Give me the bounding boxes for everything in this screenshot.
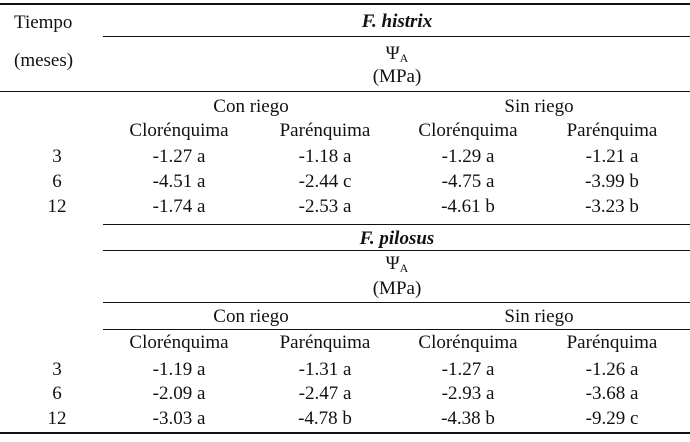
table-cell: -3.99 b	[585, 171, 639, 192]
table-cell: -1.29 a	[441, 146, 495, 167]
table-cell: -3.23 b	[585, 196, 639, 217]
table-cell: -1.26 a	[585, 359, 639, 380]
species-title: F. histrix	[361, 11, 433, 32]
group-irrigated: Con riego	[213, 96, 289, 117]
subheader-2-rule	[103, 329, 690, 330]
table-top-rule	[0, 3, 690, 5]
psi-symbol: $\Psi_A$	[385, 43, 409, 65]
species-2-underline	[103, 250, 690, 251]
table-cell: -1.18 a	[298, 146, 352, 167]
row-month: 6	[52, 383, 62, 404]
table-cell: -1.21 a	[585, 146, 639, 167]
species-1-underline	[103, 36, 690, 37]
table-bottom-rule	[0, 432, 690, 434]
species-2-top-rule	[103, 224, 690, 225]
table-cell: -4.38 b	[441, 408, 495, 429]
table-cell: -2.47 a	[298, 383, 352, 404]
column-header: Parénquima	[279, 332, 371, 353]
months-label: (meses)	[14, 50, 74, 71]
header-2-rule	[103, 302, 690, 303]
table-cell: -4.51 a	[152, 171, 206, 192]
group-irrigated: Con riego	[213, 306, 289, 327]
table-cell: -1.31 a	[298, 359, 352, 380]
column-header: Clorénquima	[418, 332, 518, 353]
table-cell: -1.74 a	[152, 196, 206, 217]
row-month: 3	[52, 146, 62, 167]
table-cell: -1.19 a	[152, 359, 206, 380]
table-cell: -4.75 a	[441, 171, 495, 192]
table-cell: -2.93 a	[441, 383, 495, 404]
column-header: Parénquima	[279, 120, 371, 141]
row-month: 3	[52, 359, 62, 380]
row-month: 12	[47, 196, 67, 217]
table-cell: -4.61 b	[441, 196, 495, 217]
table-cell: -9.29 c	[585, 408, 639, 429]
table-cell: -2.53 a	[298, 196, 352, 217]
column-header: Clorénquima	[418, 120, 518, 141]
group-not-irrigated: Sin riego	[504, 96, 574, 117]
unit-label: (MPa)	[372, 66, 422, 87]
group-not-irrigated: Sin riego	[504, 306, 574, 327]
time-label: Tiempo	[14, 12, 73, 33]
table-cell: -4.78 b	[298, 408, 352, 429]
table-cell: -2.09 a	[152, 383, 206, 404]
table-cell: -1.27 a	[441, 359, 495, 380]
row-month: 12	[47, 408, 67, 429]
table-cell: -2.44 c	[298, 171, 352, 192]
column-header: Clorénquima	[129, 120, 229, 141]
column-header: Parénquima	[566, 120, 658, 141]
unit-label: (MPa)	[372, 278, 422, 299]
psi-symbol: $\Psi_A$	[385, 253, 409, 275]
table-cell: -3.68 a	[585, 383, 639, 404]
row-month: 6	[52, 171, 62, 192]
table-cell: -1.27 a	[152, 146, 206, 167]
header-1-rule	[0, 91, 690, 92]
table-cell: -3.03 a	[152, 408, 206, 429]
species-title: F. pilosus	[359, 228, 435, 249]
column-header: Clorénquima	[129, 332, 229, 353]
column-header: Parénquima	[566, 332, 658, 353]
